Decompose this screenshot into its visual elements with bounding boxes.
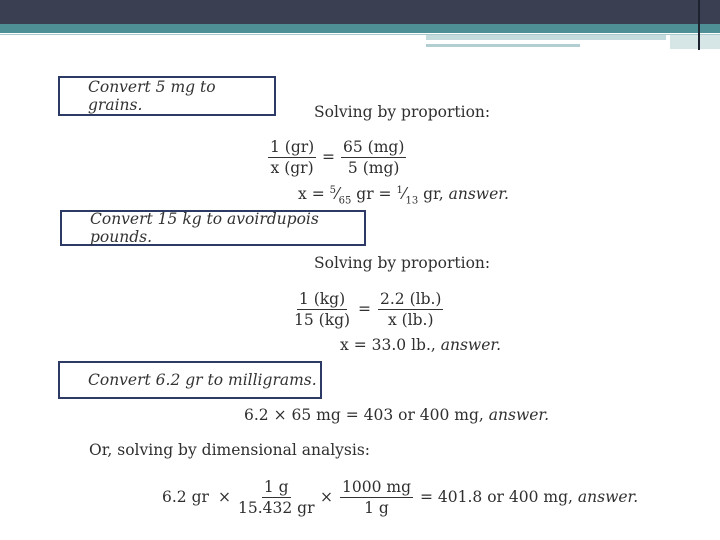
result-final-numerator: 1 bbox=[396, 185, 403, 196]
calculation: 6.2 × 65 mg = 403 or 400 mg, bbox=[244, 406, 484, 424]
fraction-denominator: 1 g bbox=[364, 499, 389, 517]
dimensional-fraction-2 bbox=[340, 478, 413, 517]
result-final-denominator: 13 bbox=[405, 195, 419, 207]
problem-1-prompt-text: Convert 5 mg to grains. bbox=[88, 78, 216, 114]
result-mid-denominator: 65 bbox=[338, 195, 352, 207]
problem-3-line bbox=[244, 406, 549, 424]
fraction-denominator: 5 (mg) bbox=[347, 159, 400, 177]
fraction-denominator: x (lb.) bbox=[387, 311, 434, 329]
header-accent-block-right bbox=[670, 35, 720, 49]
equals-sign: = bbox=[358, 300, 371, 318]
result-variable: x bbox=[298, 185, 307, 204]
fraction-numerator: 2.2 (lb.) bbox=[380, 290, 442, 308]
header-bar bbox=[0, 0, 720, 24]
fraction-numerator: 65 (mg) bbox=[343, 138, 405, 156]
problem-2-fraction-left bbox=[292, 290, 352, 329]
fraction-numerator: 1 (kg) bbox=[298, 290, 346, 308]
result-value: 33.0 lb., bbox=[371, 336, 436, 354]
fraction-denominator: 15.432 gr bbox=[238, 499, 315, 517]
dimensional-fraction-1 bbox=[236, 478, 317, 517]
result-value: = 401.8 or 400 mg, bbox=[420, 488, 573, 506]
answer-label: answer. bbox=[440, 336, 502, 354]
problem-2-fraction-right bbox=[378, 290, 443, 329]
fraction-numerator: 1000 mg bbox=[342, 478, 411, 496]
answer-label: answer. bbox=[448, 185, 509, 204]
problem-2-prompt bbox=[60, 210, 366, 246]
fraction-numerator: 1 (gr) bbox=[270, 138, 315, 156]
problem-1-result: $x = ^5⁄_{65}$ gr = $^1⁄_{13}$ gr, answer. bbox=[298, 185, 509, 207]
answer-label: answer. bbox=[577, 488, 639, 506]
result-equals-2: = bbox=[378, 185, 392, 204]
problem-1-method: Solving by proportion: bbox=[314, 103, 491, 121]
header-accent-bar bbox=[0, 24, 720, 33]
header-accent-block bbox=[426, 35, 666, 40]
result-unit: gr bbox=[356, 185, 374, 204]
problem-1-fraction-left bbox=[268, 138, 316, 177]
dimensional-result bbox=[420, 488, 638, 506]
times-sign: × bbox=[218, 488, 231, 506]
result-equals: = bbox=[353, 336, 367, 354]
problem-2-result bbox=[340, 336, 501, 354]
header-accent-block-small bbox=[426, 44, 580, 47]
dimensional-start: 6.2 gr bbox=[162, 488, 209, 506]
result-equals: = bbox=[311, 185, 325, 204]
answer-label: answer. bbox=[488, 406, 550, 424]
fraction-denominator: 15 (kg) bbox=[294, 311, 351, 329]
problem-1-fraction-right bbox=[341, 138, 406, 177]
result-variable: x bbox=[340, 336, 349, 354]
problem-3-alt-method: Or, solving by dimensional analysis: bbox=[89, 441, 371, 459]
result-mid-numerator: 5 bbox=[329, 185, 336, 196]
fraction-numerator: 1 g bbox=[263, 478, 289, 496]
problem-2-method: Solving by proportion: bbox=[314, 254, 491, 272]
problem-1-prompt bbox=[58, 76, 276, 116]
problem-3-prompt-text: Convert 6.2 gr to milligrams. bbox=[88, 371, 317, 389]
problem-2-prompt-text: Convert 15 kg to avoirdupois pounds. bbox=[90, 210, 319, 246]
fraction-denominator: x (gr) bbox=[270, 159, 314, 177]
header-divider bbox=[698, 0, 700, 50]
result-final-unit: gr, bbox=[423, 185, 444, 204]
equals-sign: = bbox=[322, 148, 335, 166]
problem-3-prompt bbox=[58, 361, 322, 399]
times-sign-2: × bbox=[320, 488, 333, 506]
